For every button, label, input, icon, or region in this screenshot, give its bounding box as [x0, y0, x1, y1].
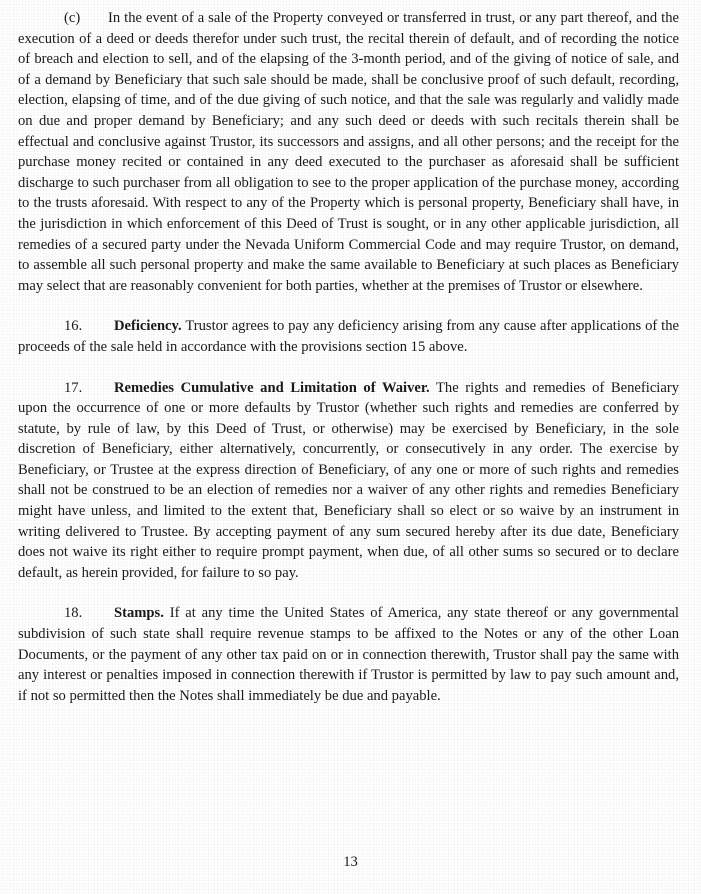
- page-number: 13: [343, 854, 358, 870]
- section-17: [18, 378, 679, 584]
- section-17-heading: Remedies Cumulative and Limitation of Waiver.: [114, 379, 430, 396]
- paragraph-c-text: In the event of a sale of the Property conveyed or transferred in trust, or any part thereof, and the execution of a deed or deeds therefor under such trust, the recital therein of default, and of recording the notice of breach and election to sell, and of the elapsing of the 3-month period, and of the giving of notice of sale, and of a demand by Beneficiary that such sale should be made, shall be conclusive proof of such default, recording, election, elapsing of time, and of the due giving of such notice, and that the sale was regularly and validly made on due and proper demand by Beneficiary; and any such deed or deeds with such recitals therein shall be effectual and conclusive against Trustor, its successors and assigns, and all other persons; and the receipt for the purchase money recited or contained in any deed executed to the purchaser as aforesaid shall be sufficient discharge to such purchaser from all obligation to see to the proper application of the purchase money, according to the trusts aforesaid. With respect to any of the Property which is personal property, Beneficiary shall have, in the jurisdiction in which enforcement of this Deed of Trust is sought, or in any other applicable jurisdiction, all remedies of a secured party under the Nevada Uniform Commercial Code and may require Trustor, on demand, to assemble all such personal property and make the same available to Beneficiary at such places as Beneficiary may select that are reasonably convenient for both parties, whether at the premises of Trustor or elsewhere.: [18, 10, 679, 294]
- section-18: [18, 603, 679, 706]
- section-16-heading: Deficiency.: [114, 318, 182, 335]
- section-17-text: The rights and remedies of Beneficiary upon the occurrence of one or more defaults by Trustor (whether such rights and remedies are conferred by statute, by rule of law, by this Deed of Trust, or otherwise) may be exercised by Beneficiary, in the sole discretion of Beneficiary, either alternatively, concurrently, or consecutively in any order. The exercise by Beneficiary, or Trustee at the express direction of Beneficiary, of any one or more of such rights and remedies shall not be construed to be an election of remedies nor a waiver of any other rights and remedies Beneficiary might have unless, and limited to the extent that, Beneficiary shall so elect or so waive by an instrument in writing delivered to Trustee. By accepting payment of any sum secured hereby after its due date, Beneficiary does not waive its right either to require prompt payment, when due, of all other sums so secured or to declare default, as herein provided, for failure to so pay.: [18, 379, 679, 581]
- paragraph-c: [18, 8, 679, 296]
- section-18-text: If at any time the United States of America, any state thereof or any governmental subdivision of such state shall require revenue stamps to be affixed to the Notes or any of the other Loan Documents, or the payment of any other tax paid on or in connection therewith, Trustor shall pay the same with any interest or penalties imposed in connection therewith if Trustor is permitted by law to pay such amount and, if not so permitted then the Notes shall immediately be due and payable.: [18, 605, 679, 704]
- section-18-heading: Stamps.: [114, 605, 164, 622]
- section-17-number: 17.: [64, 379, 83, 396]
- paragraph-c-label: (c): [64, 10, 81, 26]
- section-16-number: 16.: [64, 318, 83, 335]
- section-16: [18, 316, 679, 357]
- section-18-number: 18.: [64, 605, 83, 622]
- section-16-text: Trustor agrees to pay any deficiency arising from any cause after applications of the proceeds of the sale held in accordance with the provisions section 15 above.: [18, 318, 679, 355]
